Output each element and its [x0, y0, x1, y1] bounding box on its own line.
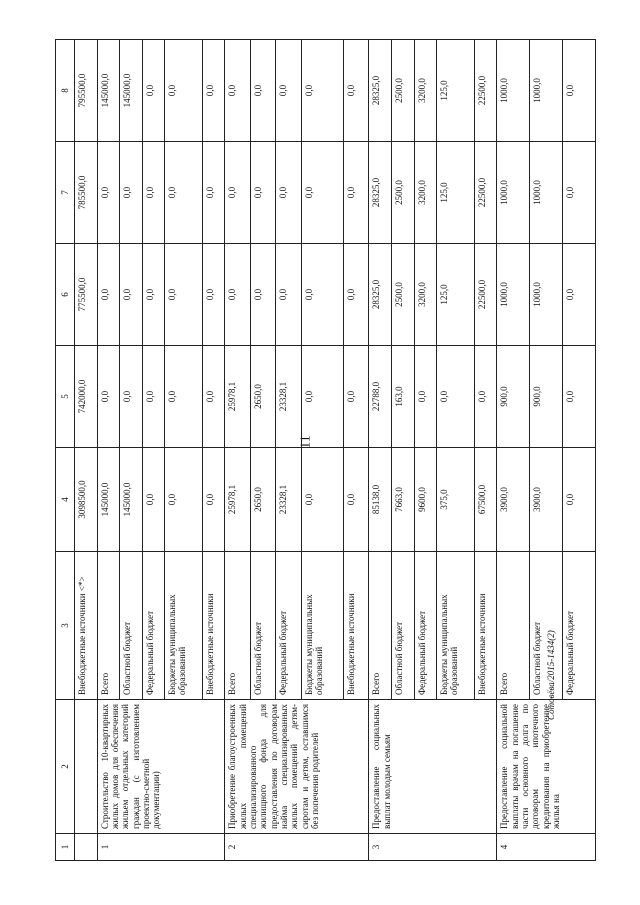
value-cell: 0,0: [276, 244, 301, 346]
item-number: 2: [225, 834, 369, 861]
value-cell: 0,0: [202, 40, 225, 142]
value-cell: 163,0: [391, 346, 414, 448]
value-cell: 9600,0: [414, 448, 437, 552]
value-cell: 3200,0: [414, 40, 437, 142]
value-cell: 125,0: [437, 40, 475, 142]
item-title: Предоставление социальной выплаты врачам на погашение части основного долга по договорам ипотечного кредитования на приобретение жилья на: [497, 700, 596, 834]
source-cell: Внебюджетные источники: [474, 552, 497, 700]
value-cell: 0,0: [562, 244, 595, 346]
value-cell: 0,0: [202, 346, 225, 448]
value-cell: 0,0: [120, 244, 143, 346]
value-cell: 3900,0: [497, 448, 530, 552]
value-cell: 0,0: [142, 40, 165, 142]
value-cell: 0,0: [301, 142, 344, 244]
value-cell: 0,0: [562, 448, 595, 552]
table-row: [97, 40, 120, 861]
value-cell: 0,0: [301, 346, 344, 448]
value-cell: 28325,0: [369, 244, 392, 346]
value-cell: 0,0: [276, 40, 301, 142]
value-cell: 1000,0: [530, 142, 563, 244]
value-cell: 3200,0: [414, 244, 437, 346]
value-cell: 0,0: [474, 346, 497, 448]
value-cell: 0,0: [97, 244, 120, 346]
value-cell: 0,0: [344, 142, 369, 244]
source-cell: Областной бюджет: [391, 552, 414, 700]
value-cell: 0,0: [142, 448, 165, 552]
value-cell: 3900,0: [530, 448, 563, 552]
value-cell: 0,0: [97, 346, 120, 448]
value-cell: 125,0: [437, 244, 475, 346]
value-cell: 0,0: [276, 142, 301, 244]
col-header: 3: [56, 552, 75, 700]
value-cell: 22788,0: [369, 346, 392, 448]
value-cell: 1000,0: [497, 40, 530, 142]
value-cell: 0,0: [165, 448, 203, 552]
value-cell: 0,0: [142, 346, 165, 448]
value-cell: 2500,0: [391, 244, 414, 346]
value-cell: 0,0: [165, 346, 203, 448]
value-cell: 0,0: [250, 142, 275, 244]
value-cell: 0,0: [344, 40, 369, 142]
col-header: 5: [56, 346, 75, 448]
source-cell: Областной бюджет: [530, 552, 563, 700]
source-cell: Областной бюджет: [120, 552, 143, 700]
value-cell: 0,0: [414, 346, 437, 448]
value-cell: 0,0: [301, 40, 344, 142]
value-cell: 2500,0: [391, 142, 414, 244]
source-cell: Федеральный бюджет: [142, 552, 165, 700]
value-cell: 0,0: [250, 40, 275, 142]
value-cell: 0,0: [344, 346, 369, 448]
value-cell: 2500,0: [391, 40, 414, 142]
value-cell: 145000,0: [97, 40, 120, 142]
value-cell: 28325,0: [369, 40, 392, 142]
value-cell: 0,0: [202, 142, 225, 244]
source-cell: Всего: [225, 552, 250, 700]
value-cell: 785500,0: [75, 142, 98, 244]
value-cell: 0,0: [344, 244, 369, 346]
header-row: [56, 40, 75, 861]
value-cell: 23328,1: [276, 448, 301, 552]
value-cell: 742000,0: [75, 346, 98, 448]
value-cell: 775500,0: [75, 244, 98, 346]
value-cell: 0,0: [202, 244, 225, 346]
value-cell: 0,0: [344, 448, 369, 552]
source-cell: Внебюджетные источники: [202, 552, 225, 700]
table-row: [75, 40, 98, 861]
value-cell: 3098500,0: [75, 448, 98, 552]
program-financing-table: [55, 39, 596, 861]
value-cell: 0,0: [250, 244, 275, 346]
source-cell: Бюджеты муниципальных образований: [301, 552, 344, 700]
source-cell: Федеральный бюджет: [562, 552, 595, 700]
value-cell: 1000,0: [497, 244, 530, 346]
source-cell: Всего: [369, 552, 392, 700]
value-cell: 900,0: [497, 346, 530, 448]
item-number: 4: [497, 834, 596, 861]
item-number: 3: [369, 834, 497, 861]
source-cell: Всего: [497, 552, 530, 700]
col-header: 7: [56, 142, 75, 244]
value-cell: 22500,0: [474, 40, 497, 142]
value-cell: 22500,0: [474, 244, 497, 346]
value-cell: 1000,0: [530, 244, 563, 346]
value-cell: 0,0: [120, 346, 143, 448]
source-cell: Бюджеты муниципальных образований: [165, 552, 203, 700]
source-cell: Федеральный бюджет: [276, 552, 301, 700]
value-cell: 67500,0: [474, 448, 497, 552]
table-row: [497, 40, 530, 861]
value-cell: 1000,0: [530, 40, 563, 142]
value-cell: 28325,0: [369, 142, 392, 244]
table-row: [369, 40, 392, 861]
value-cell: 0,0: [97, 142, 120, 244]
document-stamp: Сотовёва/2015-1434(2): [546, 630, 556, 720]
value-cell: 0,0: [165, 142, 203, 244]
value-cell: 25978,1: [225, 448, 250, 552]
value-cell: 7663,0: [391, 448, 414, 552]
source-cell: Всего: [97, 552, 120, 700]
rotated-table-sheet: [55, 40, 596, 861]
value-cell: 0,0: [120, 142, 143, 244]
col-header: 2: [56, 700, 75, 834]
value-cell: 0,0: [165, 244, 203, 346]
col-header: 6: [56, 244, 75, 346]
value-cell: 0,0: [225, 40, 250, 142]
value-cell: 0,0: [142, 142, 165, 244]
col-header: 4: [56, 448, 75, 552]
value-cell: 0,0: [225, 244, 250, 346]
value-cell: 375,0: [437, 448, 475, 552]
value-cell: 145000,0: [97, 448, 120, 552]
value-cell: 2650,0: [250, 448, 275, 552]
source-cell: Областной бюджет: [250, 552, 275, 700]
col-header: 8: [56, 40, 75, 142]
source-cell: Внебюджетные источники: [344, 552, 369, 700]
page-number: 11: [298, 435, 314, 449]
value-cell: 23328,1: [276, 346, 301, 448]
value-cell: 125,0: [437, 142, 475, 244]
value-cell: 145000,0: [120, 40, 143, 142]
value-cell: 85138,0: [369, 448, 392, 552]
value-cell: 0,0: [562, 40, 595, 142]
value-cell: 2650,0: [250, 346, 275, 448]
value-cell: 0,0: [562, 346, 595, 448]
source-cell: Федеральный бюджет: [414, 552, 437, 700]
source-cell: Внебюджетные источники <*>: [75, 552, 98, 700]
value-cell: 25978,1: [225, 346, 250, 448]
source-cell: Бюджеты муниципальных образований: [437, 552, 475, 700]
item-number: 1: [97, 834, 225, 861]
value-cell: 0,0: [301, 448, 344, 552]
value-cell: 0,0: [165, 40, 203, 142]
value-cell: 0,0: [225, 142, 250, 244]
value-cell: 795500,0: [75, 40, 98, 142]
item-title: Строительство 10-квартирных жилых домов для обеспечения жильем отдельных категорий граждан (с изготовлением проектно-сметной документации): [97, 700, 225, 834]
item-title: Приобретение благоустроенных жилых помещений специализированного жилищного фонда для предоставления по договорам найма специализированных жилых помещений детям-сиротам и детям, оставшимся без попечения родителей: [225, 700, 369, 834]
value-cell: 3200,0: [414, 142, 437, 244]
value-cell: 1000,0: [497, 142, 530, 244]
value-cell: 0,0: [202, 448, 225, 552]
value-cell: 0,0: [437, 346, 475, 448]
value-cell: 0,0: [301, 244, 344, 346]
item-title: Предоставление социальных выплат молодым семьям: [369, 700, 497, 834]
value-cell: 145000,0: [120, 448, 143, 552]
value-cell: 0,0: [142, 244, 165, 346]
value-cell: 900,0: [530, 346, 563, 448]
table-row: [225, 40, 250, 861]
value-cell: 0,0: [562, 142, 595, 244]
col-header: 1: [56, 834, 75, 861]
value-cell: 22500,0: [474, 142, 497, 244]
